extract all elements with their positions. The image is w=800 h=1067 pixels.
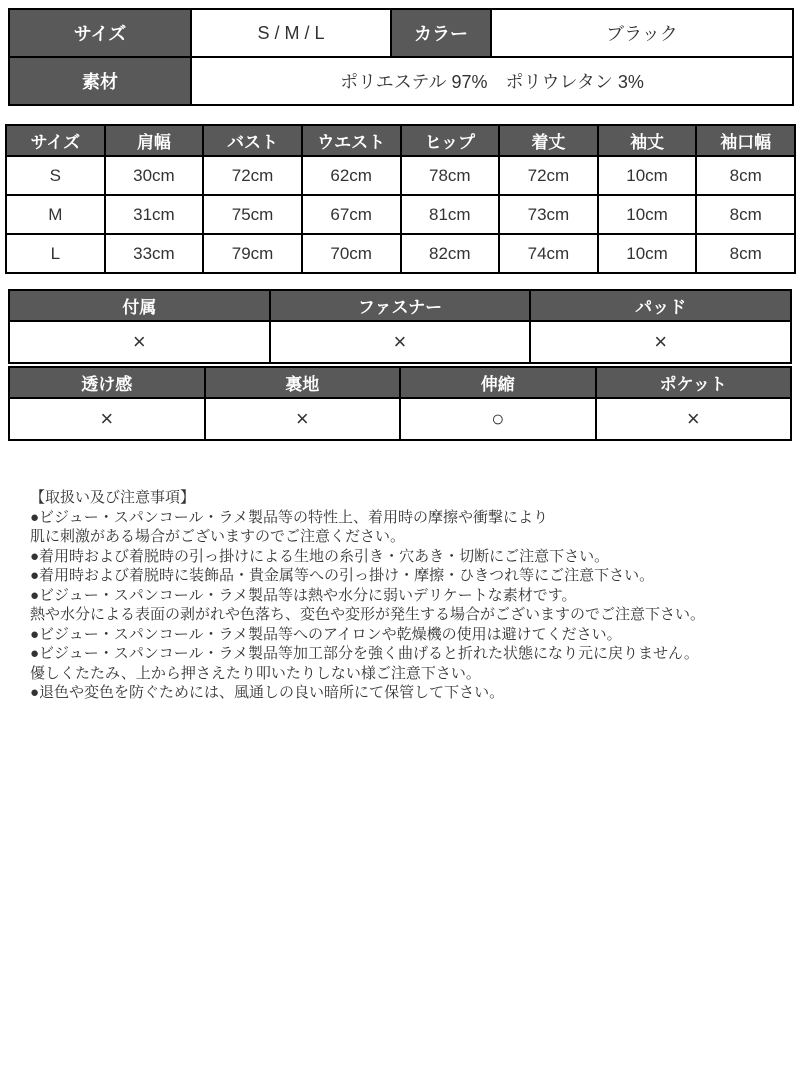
cell-l-length: 74cm [499,234,598,273]
cell-s-hip: 78cm [401,156,500,195]
care-note-line: ●ビジュー・スパンコール・ラメ製品等の特性上、着用時の摩擦や衝撃により [30,508,549,526]
measurements-table [5,124,796,274]
cell-m-shoulder: 31cm [105,195,204,234]
header-fastener: ファスナー [270,290,531,321]
cell-m-hip: 81cm [401,195,500,234]
care-note-line: ●退色や変色を防ぐためには、風通しの良い暗所にて保管して下さい。 [30,684,505,701]
color-value: ブラック [491,9,793,57]
col-header-cuff-width: 袖口幅 [696,125,795,156]
header-stretch: 伸縮 [400,367,596,398]
spec-table [8,8,794,106]
header-lining: 裏地 [205,367,401,398]
row-label-s: S [6,156,105,195]
col-header-hip: ヒップ [401,125,500,156]
col-header-bust: バスト [203,125,302,156]
cell-s-bust: 72cm [203,156,302,195]
header-pads: パッド [530,290,791,321]
size-value: S / M / L [191,9,391,57]
cell-s-cuff-width: 8cm [696,156,795,195]
measurements-header-row [6,125,795,156]
care-note-line: 熱や水分による表面の剥がれや色落ち、変色や変形が発生する場合がございますのでご注意下さい。 [30,606,706,623]
cell-l-shoulder: 33cm [105,234,204,273]
cell-m-sleeve-length: 10cm [598,195,697,234]
care-note-line: 肌に刺激がある場合がございますのでご注意ください。 [30,528,406,545]
care-note-line: ●着用時および着脱時の引っ掛けによる生地の糸引き・穴あき・切断にご注意下さい。 [30,547,610,565]
care-note-line: ●ビジュー・スパンコール・ラメ製品等加工部分を強く曲げると折れた状態になり元に戻りません。 [30,645,699,662]
col-header-waist: ウエスト [302,125,401,156]
care-note-line: 優しくたたみ、上から押さえたり叩いたりしない様ご注意下さい。 [30,664,481,682]
features2-value-row [9,398,791,440]
value-accessories: × [9,321,270,363]
features-table-1 [8,289,792,364]
row-label-l: L [6,234,105,273]
cell-s-sleeve-length: 10cm [598,156,697,195]
cell-l-waist: 70cm [302,234,401,273]
cell-l-bust: 79cm [203,234,302,273]
care-note-line: ●ビジュー・スパンコール・ラメ製品等は熱や水分に弱いデリケートな素材です。 [30,586,577,604]
col-header-shoulder: 肩幅 [105,125,204,156]
table-row-size-l [6,234,795,273]
size-label: サイズ [9,9,191,57]
cell-m-length: 73cm [499,195,598,234]
care-note-line: ●着用時および着脱時に装飾品・貴金属等への引っ掛け・摩擦・ひきつれ等にご注意下さい。 [30,567,655,584]
cell-l-sleeve-length: 10cm [598,234,697,273]
value-pockets: × [596,398,792,440]
header-sheerness: 透け感 [9,367,205,398]
cell-l-cuff-width: 8cm [696,234,795,273]
value-sheerness: × [9,398,205,440]
features1-value-row [9,321,791,363]
header-pockets: ポケット [596,367,792,398]
material-value: ポリエステル 97% ポリウレタン 3% [191,57,793,105]
care-note-line: ●ビジュー・スパンコール・ラメ製品等へのアイロンや乾燥機の使用は避けてください。 [30,625,622,643]
cell-m-bust: 75cm [203,195,302,234]
value-fastener: × [270,321,531,363]
value-stretch: ○ [400,398,596,440]
col-header-size: サイズ [6,125,105,156]
col-header-length: 着丈 [499,125,598,156]
cell-m-waist: 67cm [302,195,401,234]
material-label: 素材 [9,57,191,105]
care-notes-title: 【取扱い及び注意事項】 [30,489,196,506]
value-pads: × [530,321,791,363]
col-header-sleeve-length: 袖丈 [598,125,697,156]
header-accessories: 付属 [9,290,270,321]
value-lining: × [205,398,401,440]
spec-row-size-color [9,9,793,57]
table-row-size-m [6,195,795,234]
cell-l-hip: 82cm [401,234,500,273]
features2-header-row [9,367,791,398]
cell-s-shoulder: 30cm [105,156,204,195]
table-row-size-s [6,156,795,195]
row-label-m: M [6,195,105,234]
features1-header-row [9,290,791,321]
color-label: カラー [391,9,491,57]
features-table-2 [8,366,792,441]
spec-row-material [9,57,793,105]
cell-m-cuff-width: 8cm [696,195,795,234]
cell-s-waist: 62cm [302,156,401,195]
cell-s-length: 72cm [499,156,598,195]
care-notes [30,488,800,703]
